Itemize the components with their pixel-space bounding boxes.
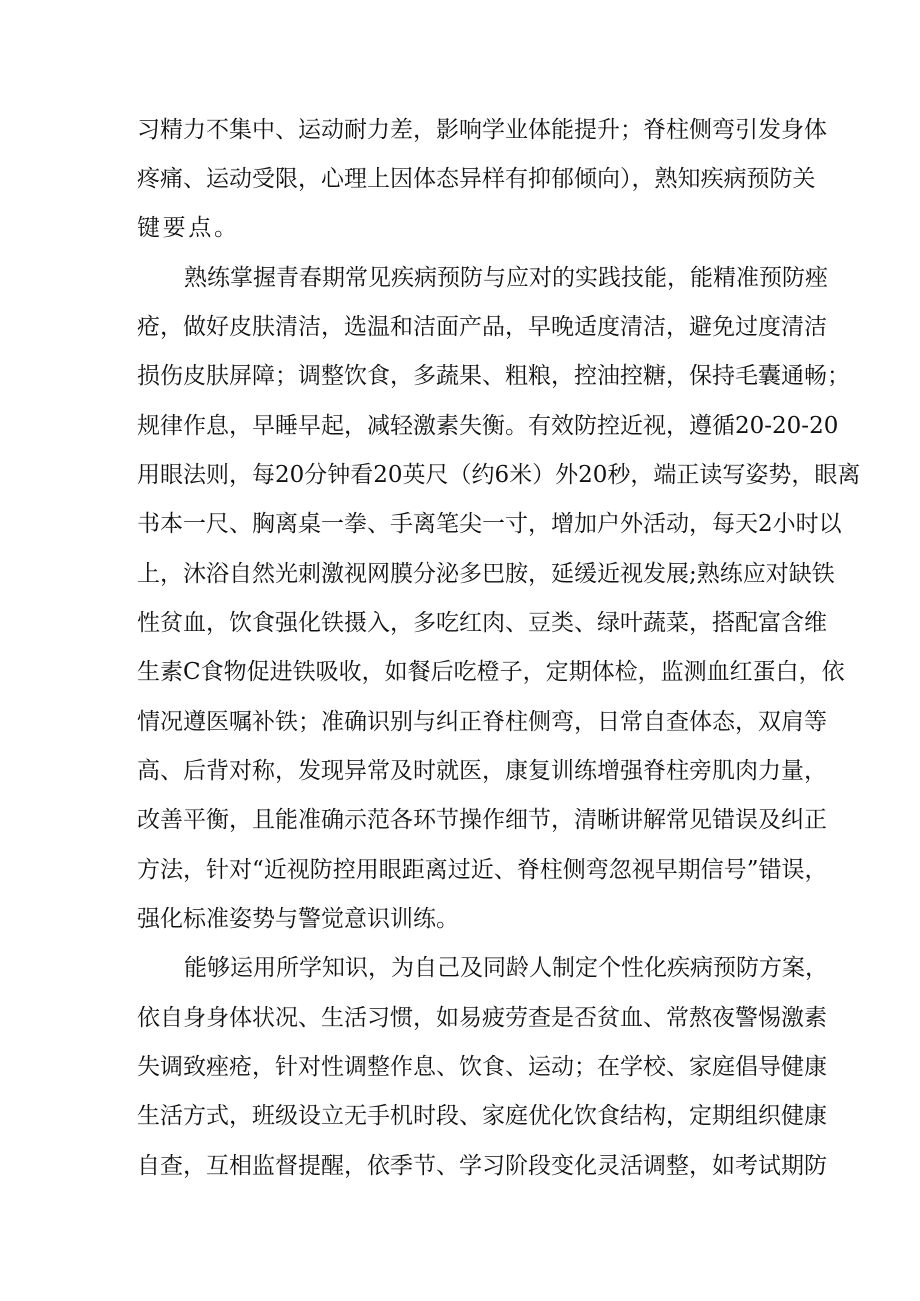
text-line-1 bbox=[0, 106, 920, 154]
text-line-19 bbox=[0, 994, 920, 1042]
text-line-20 bbox=[0, 1043, 920, 1091]
text-line-17 bbox=[0, 895, 920, 943]
line-text: 能够运用所学知识，为自己及同龄人制定个性化疾病预防方案， bbox=[184, 955, 828, 981]
text-line-16 bbox=[0, 846, 920, 894]
line-text: 依自身身体状况、生活习惯，如易疲劳查是否贫血、常熬夜警惕激素 bbox=[137, 1005, 827, 1031]
text-line-14 bbox=[0, 747, 920, 795]
text-line-21 bbox=[0, 1092, 920, 1140]
line-text: 强化标准姿势与警觉意识训练。 bbox=[137, 906, 459, 932]
line-text: 损伤皮肤屏障；调整饮食，多蔬果、粗粮，控油控糖，保持毛囊通畅； bbox=[137, 363, 850, 389]
text-line-10 bbox=[0, 550, 920, 598]
line-text: 改善平衡，且能准确示范各环节操作细节，清晰讲解常见错误及纠正 bbox=[137, 807, 827, 833]
text-line-11 bbox=[0, 599, 920, 647]
line-text: 习精力不集中、运动耐力差，影响学业体能提升；脊柱侧弯引发身体 bbox=[137, 117, 827, 143]
line-text: 用眼法则，每20分钟看20英尺（约6米）外20秒，端正读写姿势，眼离 bbox=[137, 462, 861, 488]
line-text: 生活方式，班级设立无手机时段、家庭优化饮食结构，定期组织健康 bbox=[137, 1103, 827, 1129]
text-line-2 bbox=[0, 155, 920, 203]
text-line-9 bbox=[0, 500, 920, 548]
text-line-8 bbox=[0, 451, 920, 499]
line-text: 疼痛、运动受限，心理上因体态异样有抑郁倾向），熟知疾病预防关 bbox=[137, 166, 816, 192]
text-line-22 bbox=[0, 1142, 920, 1190]
text-line-13 bbox=[0, 698, 920, 746]
line-text: 规律作息，早睡早起，减轻激素失衡。有效防控近视，遵循20-20-20 bbox=[137, 413, 839, 439]
line-text: 高、后背对称，发现异常及时就医，康复训练增强脊柱旁肌肉力量， bbox=[137, 758, 827, 784]
text-line-5 bbox=[0, 303, 920, 351]
text-line-15 bbox=[0, 796, 920, 844]
text-line-4 bbox=[0, 254, 920, 302]
line-text: 生素C食物促进铁吸收，如餐后吃橙子，定期体检，监测血红蛋白，依 bbox=[137, 659, 845, 685]
text-line-12 bbox=[0, 648, 920, 696]
line-text: 上，沐浴自然光刺激视网膜分泌多巴胺，延缓近视发展;熟练应对缺铁 bbox=[137, 561, 835, 587]
line-text: 性贫血，饮食强化铁摄入，多吃红肉、豆类、绿叶蔬菜，搭配富含维 bbox=[137, 610, 827, 636]
line-text: 熟练掌握青春期常见疾病预防与应对的实践技能，能精准预防痤 bbox=[184, 265, 828, 291]
line-text: 情况遵医嘱补铁；准确识别与纠正脊柱侧弯，日常自查体态，双肩等 bbox=[137, 709, 827, 735]
text-line-3 bbox=[0, 204, 920, 252]
text-line-18 bbox=[0, 944, 920, 992]
line-text: 键要点。 bbox=[137, 215, 240, 241]
line-text: 书本一尺、胸离桌一拳、手离笔尖一寸，增加户外活动，每天2小时以 bbox=[137, 511, 842, 537]
line-text: 自查，互相监督提醒，依季节、学习阶段变化灵活调整，如考试期防 bbox=[137, 1153, 827, 1179]
text-line-6 bbox=[0, 352, 920, 400]
line-text: 疮，做好皮肤清洁，选温和洁面产品，早晚适度清洁，避免过度清洁 bbox=[137, 314, 827, 340]
line-text: 方法，针对“近视防控用眼距离过近、脊柱侧弯忽视早期信号”错误， bbox=[137, 857, 828, 883]
line-text: 失调致痤疮，针对性调整作息、饮食、运动；在学校、家庭倡导健康 bbox=[137, 1054, 827, 1080]
text-line-7 bbox=[0, 402, 920, 450]
